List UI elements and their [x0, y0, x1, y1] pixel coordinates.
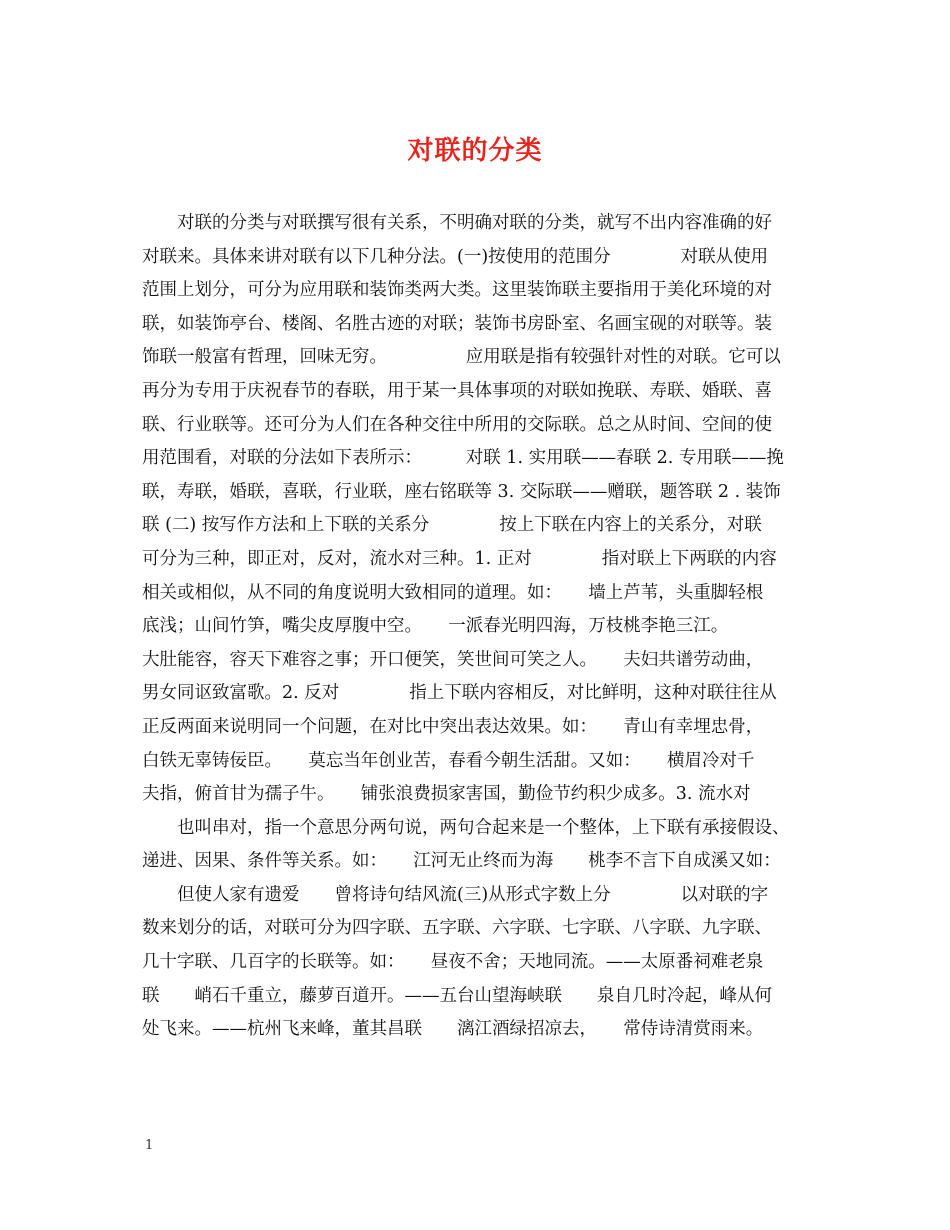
body-line: 相关或相似，从不同的角度说明大致相同的道理。如： 墙上芦苇，头重脚轻根	[142, 582, 764, 603]
body-line: 范围上划分，可分为应用联和装饰类两大类。这里装饰联主要指用于美化环境的对	[142, 280, 772, 301]
body-line: 联 峭石千重立，藤萝百道开。——五台山望海峡联 泉自几时冷起，峰从何	[142, 985, 772, 1006]
body-line: 递进、因果、条件等关系。如： 江河无止终而为海 桃李不言下自成溪又如：	[142, 851, 781, 872]
body-line: 用范围看，对联的分法如下表所示： 对联 1. 实用联——春联 2. 专用联——挽	[142, 448, 784, 469]
body-line: 白铁无辜铸佞臣。 莫忘当年创业苦，春看今朝生活甜。又如： 横眉冷对千	[142, 750, 755, 771]
page-number: 1	[145, 1138, 154, 1153]
body-line: 可分为三种，即正对，反对，流水对三种。1. 正对 指对联上下两联的内容	[142, 548, 777, 569]
body-line: 对联的分类与对联撰写很有关系，不明确对联的分类，就写不出内容准确的好	[142, 213, 772, 233]
body-line: 大肚能容，容天下难容之事；开口便笑，笑世间可笑之人。 夫妇共谱劳动曲，	[142, 649, 764, 670]
body-line: 联，寿联，婚联，喜联，行业联，座右铭联等 3. 交际联——赠联，题答联 2 . 装饰	[142, 481, 781, 502]
body-line: 再分为专用于庆祝春节的春联，用于某一具体事项的对联如挽联、寿联、婚联、喜	[142, 380, 772, 401]
body-line: 几十字联、几百字的长联等。如： 昼夜不舍；天地同流。——太原番祠难老泉	[142, 952, 764, 973]
body-line: 对联来。具体来讲对联有以下几种分法。(一)按使用的范围分 对联从使用	[142, 246, 769, 267]
body-line: 男女同讴致富歌。2. 反对 指上下联内容相反，对比鲜明，这种对联往往从	[142, 683, 777, 704]
body-line: 夫指，俯首甘为孺子牛。 铺张浪费损家害国，勤俭节约积少成多。3. 流水对	[142, 784, 751, 805]
body-line: 但使人家有遗爱 曾将诗句结风流(三)从形式字数上分 以对联的字	[142, 884, 769, 905]
document-title: 对联的分类	[407, 136, 543, 166]
body-line: 底浅；山间竹笋，嘴尖皮厚腹中空。 一派春光明四海，万枝桃李艳三江。	[142, 616, 729, 637]
body-line: 数来划分的话，对联可分为四字联、五字联、六字联、七字联、八字联、九字联、	[142, 918, 772, 939]
body-line: 也叫串对，指一个意思分两句说，两句合起来是一个整体，上下联有承接假设、	[142, 817, 790, 838]
body-line: 联、行业联等。还可分为人们在各种交往中所用的交际联。总之从时间、空间的使	[142, 414, 772, 435]
body-line: 处飞来。——杭州飞来峰，董其昌联 漓江酒绿招凉去， 常侍诗清赏雨来。	[142, 1019, 764, 1040]
body-line: 联，如装饰亭台、楼阁、名胜古迹的对联；装饰书房卧室、名画宝砚的对联等。装	[142, 313, 772, 334]
body-line: 饰联一般富有哲理，回味无穷。 应用联是指有较强针对性的对联。它可以	[142, 347, 781, 368]
body-line: 正反两面来说明同一个问题，在对比中突出表达效果。如： 青山有幸埋忠骨，	[142, 716, 764, 737]
body-line: 联 (二) 按写作方法和上下联的关系分 按上下联在内容上的关系分，对联	[142, 515, 762, 536]
document-body	[142, 207, 832, 1047]
